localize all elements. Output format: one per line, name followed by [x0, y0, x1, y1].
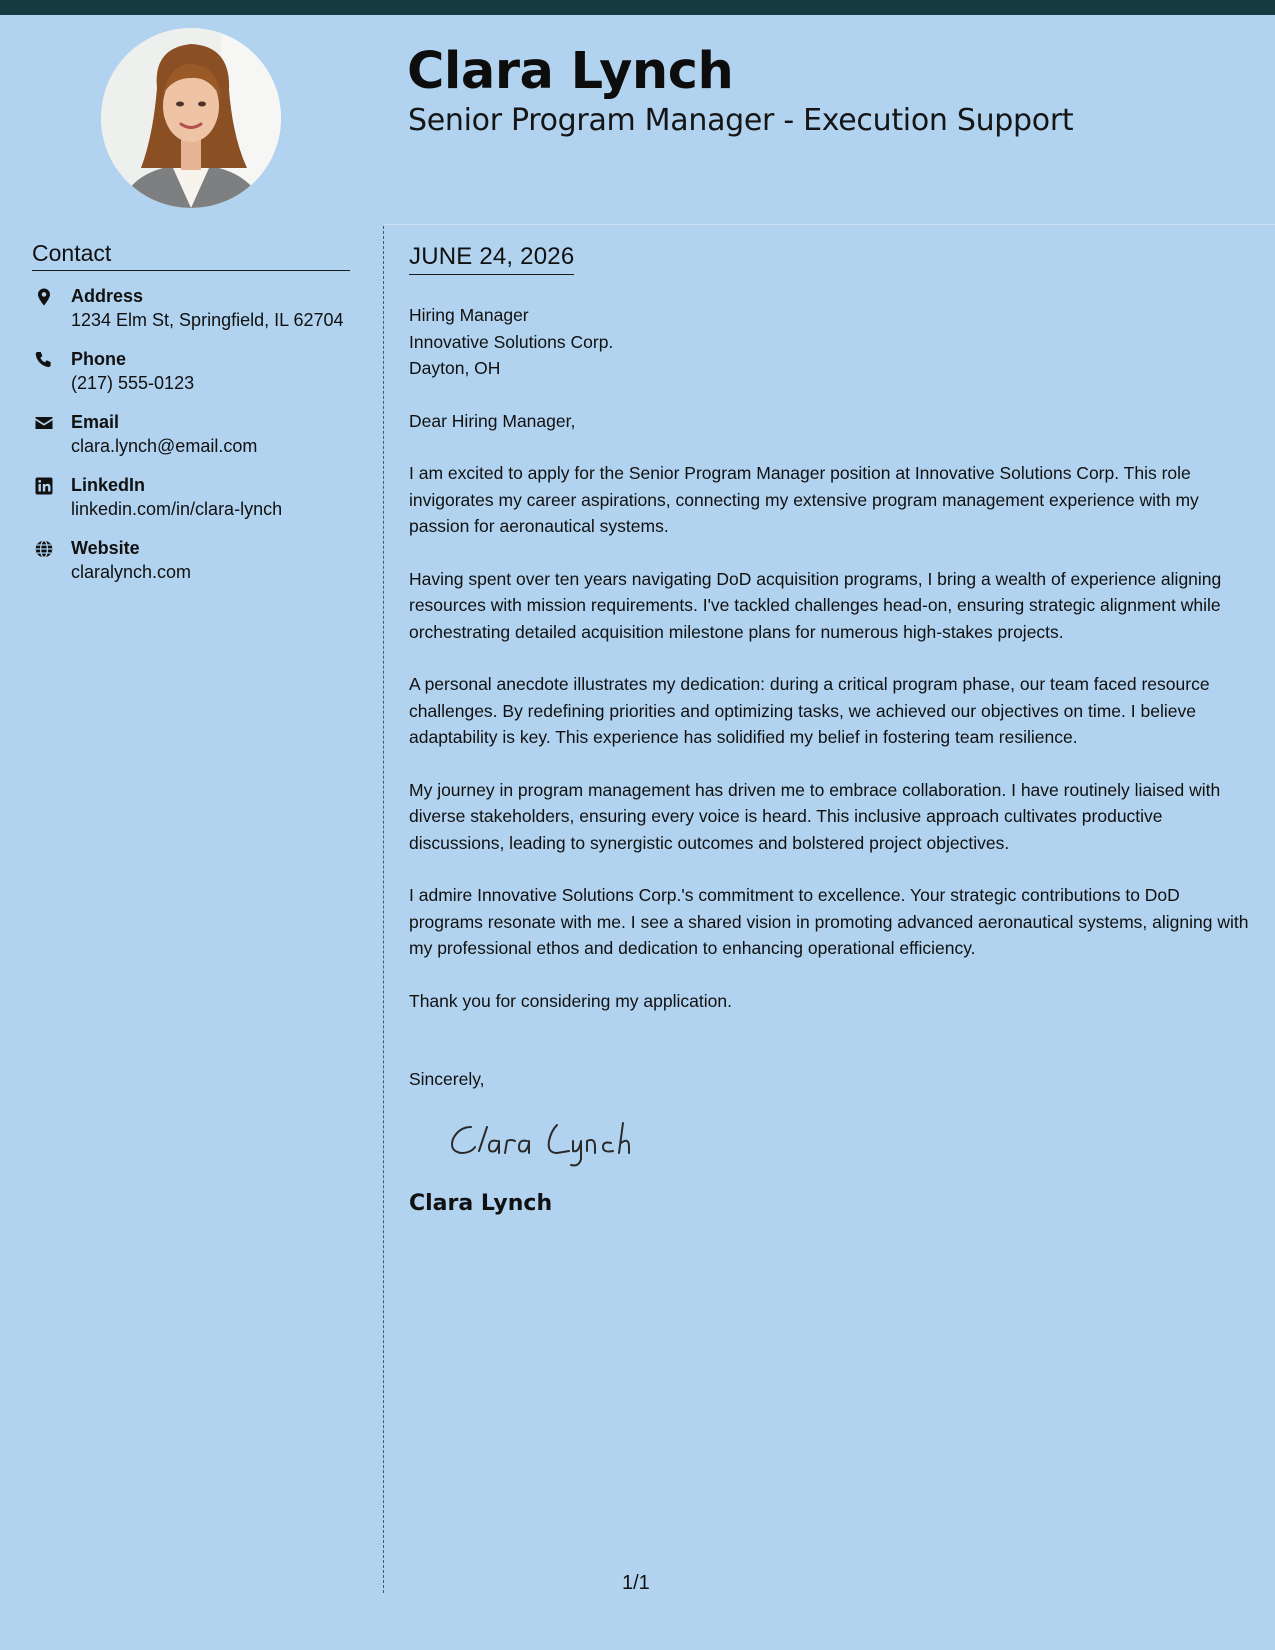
contact-website [32, 536, 362, 599]
contact-label: Website [71, 538, 140, 558]
linkedin-icon [34, 476, 54, 496]
profile-photo [101, 28, 281, 208]
contact-value: claralynch.com [71, 562, 192, 582]
contact-label: Phone [71, 349, 127, 369]
contact-list [32, 284, 362, 599]
contact-value: clara.lynch@email.com [71, 436, 258, 456]
recipient-line: Dayton, OH [409, 358, 501, 378]
contact-label: Email [71, 412, 120, 432]
job-title: Senior Program Manager - Execution Support [408, 103, 1074, 138]
column-divider [383, 226, 384, 1593]
page-number: 1/1 [622, 1572, 650, 1594]
contact-label: Address [71, 286, 144, 306]
contact-label: LinkedIn [71, 475, 146, 495]
greeting: Dear Hiring Manager, [409, 410, 576, 431]
body-paragraph: A personal anecdote illustrates my dedication: during a critical program phase, our team faced resource challenges. By redefining priorities and optimizing tasks, we achieved our objectives on time. I believe adaptability is key. This experience has solidified my belief in fostering team resilience. [409, 674, 1210, 747]
globe-icon [34, 539, 54, 559]
thanks-line: Thank you for considering my application. [409, 990, 732, 1011]
map-pin-icon [34, 287, 54, 307]
contact-address [32, 284, 362, 347]
letter-body [409, 302, 1251, 1217]
top-bar [0, 0, 1275, 15]
signed-name: Clara Lynch [409, 1190, 553, 1216]
phone-icon [34, 350, 54, 370]
recipient-line: Innovative Solutions Corp. [409, 331, 614, 352]
recipient-line: Hiring Manager [409, 305, 529, 325]
contact-value: (217) 555-0123 [71, 373, 195, 393]
recipient-block [409, 302, 1251, 382]
body-paragraph: I am excited to apply for the Senior Program Manager position at Innovative Solutions Corp. This role invigorates my career aspirations, connecting my extensive program management experience with my passion for aeronautical systems. [409, 463, 1199, 536]
contact-heading: Contact [32, 240, 350, 271]
header-divider [384, 224, 1275, 225]
closing: Sincerely, [409, 1069, 485, 1089]
letter-date: JUNE 24, 2026 [409, 243, 574, 275]
contact-email [32, 410, 362, 473]
handwritten-signature [445, 1107, 1251, 1177]
body-paragraph: My journey in program management has driven me to embrace collaboration. I have routinely liaised with diverse stakeholders, ensuring every voice is heard. This inclusive approach cultivates productive discussions, leading to synergistic outcomes and bolstered project objectives. [409, 779, 1221, 853]
envelope-icon [34, 413, 54, 433]
contact-linkedin [32, 473, 362, 536]
applicant-name: Clara Lynch [407, 42, 734, 101]
contact-value: linkedin.com/in/clara-lynch [71, 499, 283, 519]
contact-phone [32, 347, 362, 410]
body-paragraph: Having spent over ten years navigating DoD acquisition programs, I bring a wealth of experience aligning resources with mission requirements. I've tackled challenges head-on, ensuring strategic alignment while orchestrating detailed acquisition milestone plans for numerous high-stakes projects. [409, 568, 1222, 642]
body-paragraph: I admire Innovative Solutions Corp.'s commitment to excellence. Your strategic contributions to DoD programs resonate with me. I see a shared vision in promoting advanced aeronautical systems, aligning with my professional ethos and dedication to enhancing operational efficiency. [409, 885, 1249, 958]
contact-value: 1234 Elm St, Springfield, IL 62704 [71, 310, 344, 330]
